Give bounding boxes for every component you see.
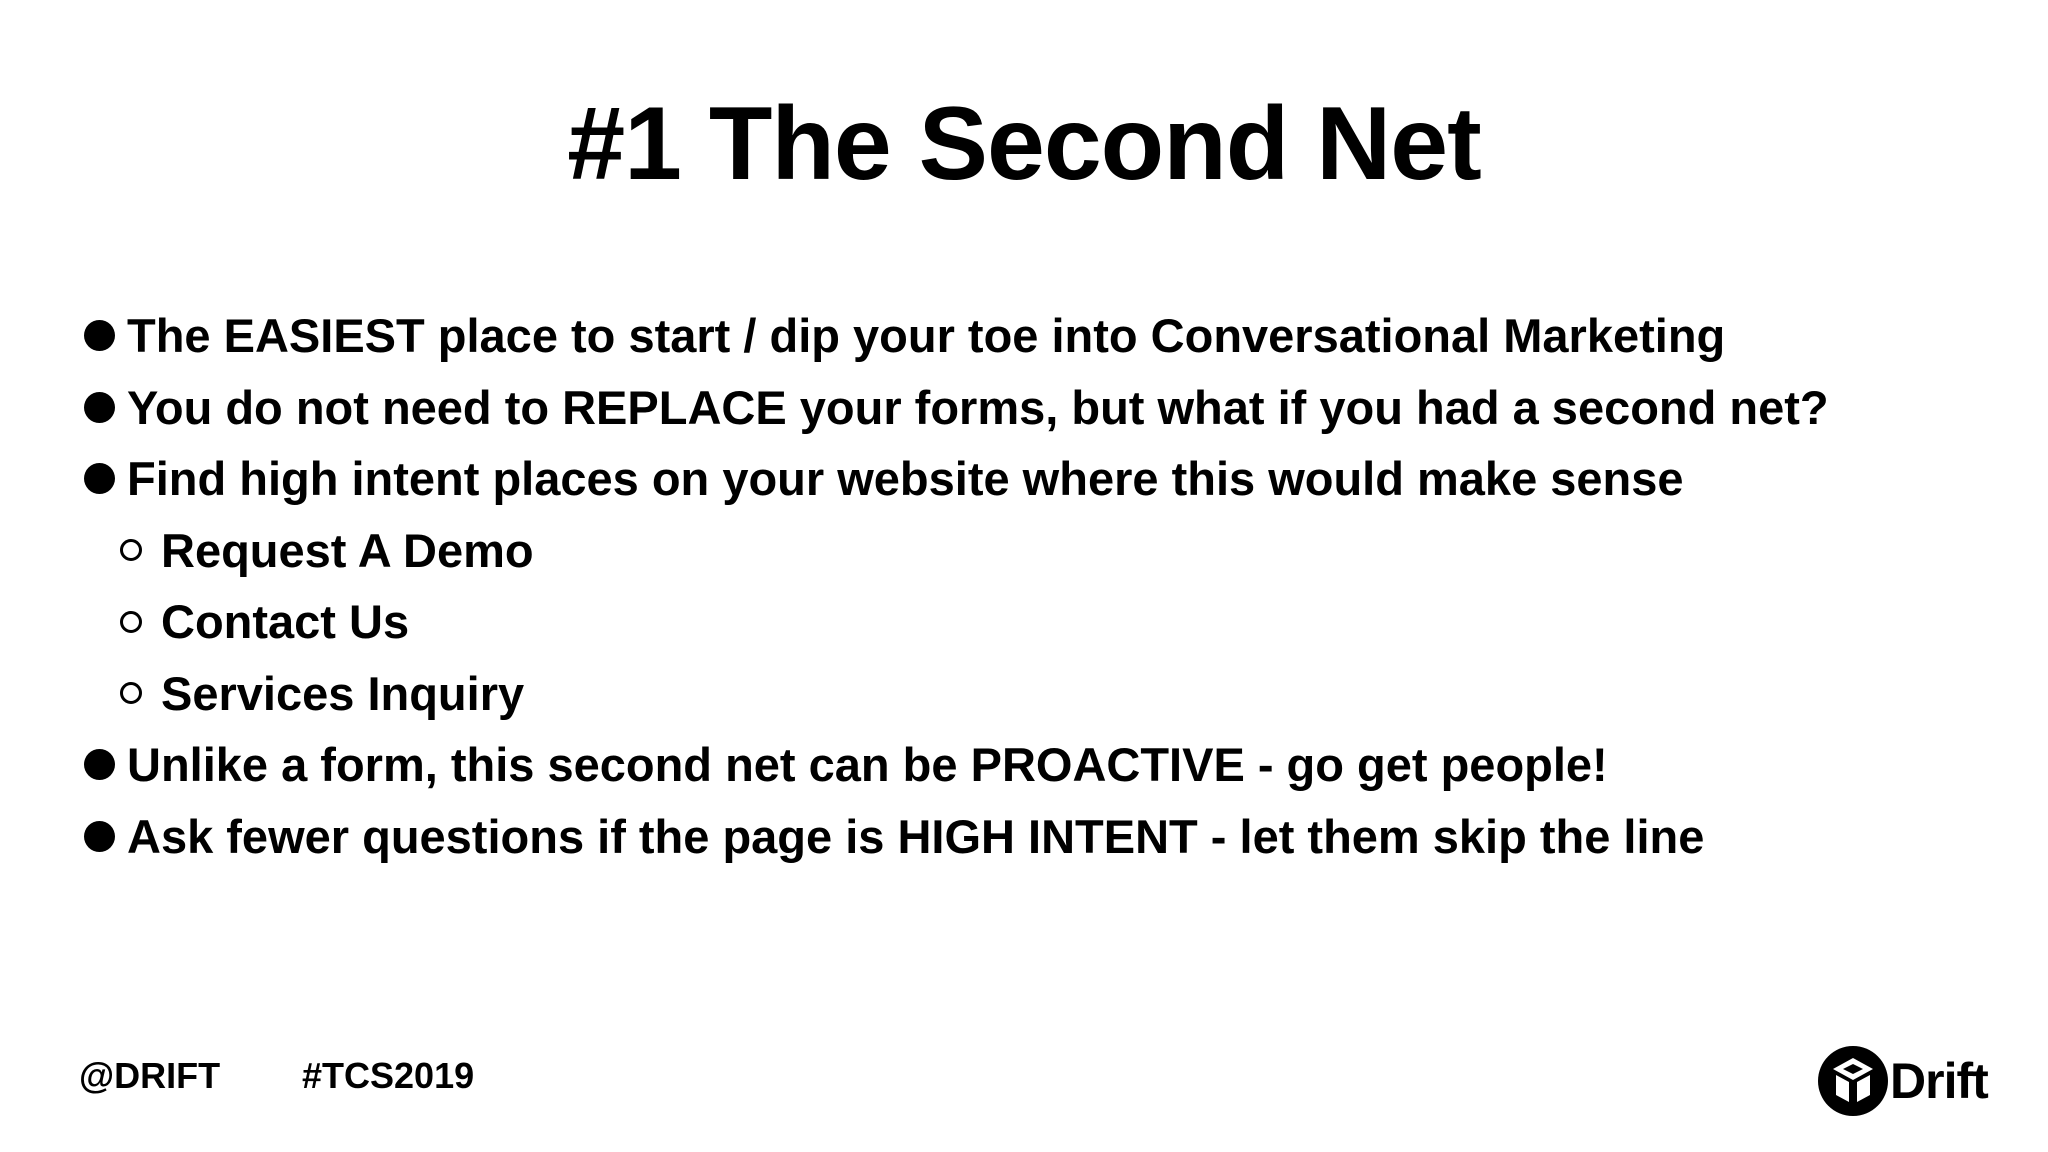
bullet-text: Unlike a form, this second net can be PROACTIVE - go get people! (127, 738, 1608, 792)
brand-logo (1818, 1046, 1988, 1116)
filled-bullet-icon (84, 320, 115, 351)
filled-bullet-icon (84, 821, 115, 852)
sub-bullet-text: Request A Demo (161, 523, 534, 577)
bullet-item (84, 729, 2014, 801)
bullet-list (84, 300, 2014, 872)
filled-bullet-icon (84, 749, 115, 780)
sub-bullet-text: Contact Us (161, 595, 410, 649)
sub-bullet-item (84, 586, 2014, 658)
bullet-text: The EASIEST place to start / dip your toe into Conversational Marketing (127, 309, 1726, 363)
hollow-bullet-icon (120, 611, 142, 633)
bullet-text: Find high intent places on your website where this would make sense (127, 452, 1684, 506)
footer-handle: @DRIFT (79, 1055, 221, 1096)
bullet-item (84, 300, 2014, 372)
bullet-item (84, 443, 2014, 515)
filled-bullet-icon (84, 392, 115, 423)
sub-bullet-item (84, 658, 2014, 730)
sub-bullet-item (84, 515, 2014, 587)
bullet-text: You do not need to REPLACE your forms, but what if you had a second net? (127, 380, 1829, 434)
bullet-text: Ask fewer questions if the page is HIGH INTENT - let them skip the line (127, 809, 1705, 863)
footer-hashtag: #TCS2019 (302, 1055, 475, 1096)
filled-bullet-icon (84, 463, 115, 494)
drift-logo-icon (1818, 1046, 1888, 1116)
sub-bullet-text: Services Inquiry (161, 666, 525, 720)
bullet-item (84, 372, 2014, 444)
slide-title: #1 The Second Net (567, 86, 1481, 202)
hollow-bullet-icon (120, 539, 142, 561)
brand-name: Drift (1890, 1053, 1988, 1109)
hollow-bullet-icon (120, 682, 142, 704)
bullet-item (84, 801, 2014, 873)
